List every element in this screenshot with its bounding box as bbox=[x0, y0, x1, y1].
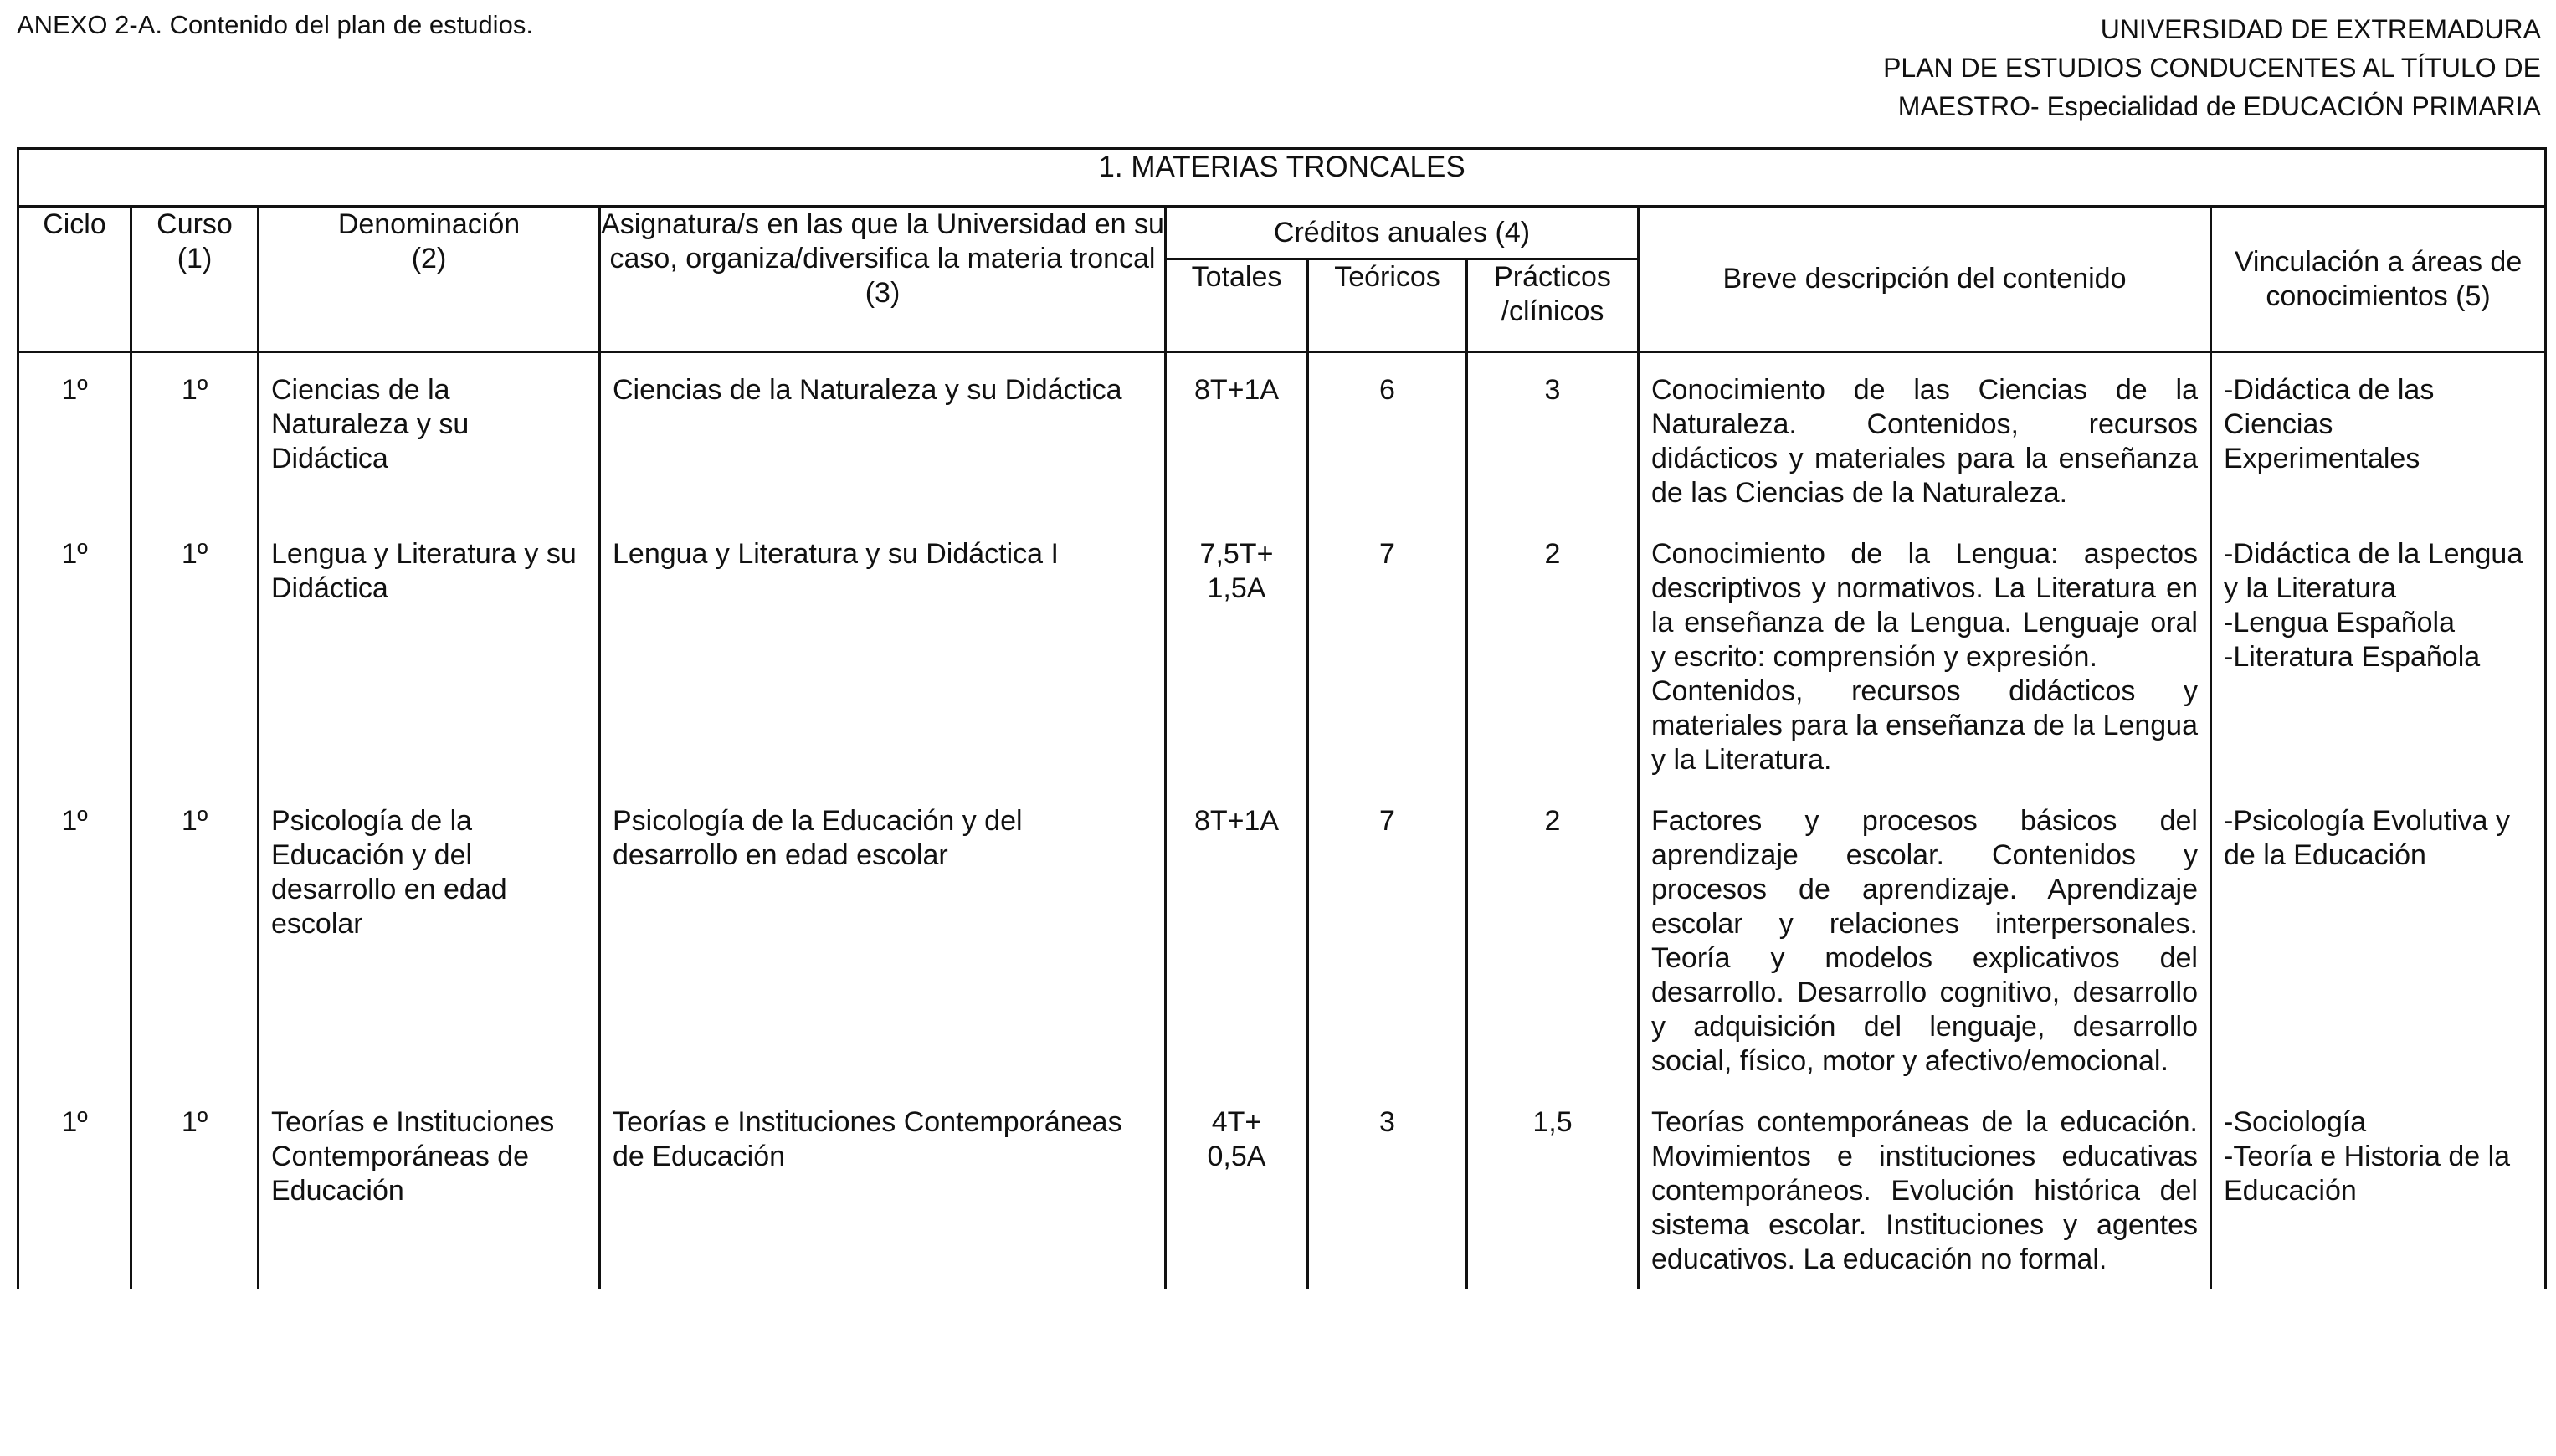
cell-practicos: 3 bbox=[1467, 352, 1639, 523]
cell-asignatura: Teorías e Instituciones Contemporáneas de Educación bbox=[600, 1090, 1166, 1289]
cell-ciclo: 1º bbox=[18, 1090, 131, 1289]
cell-vinculacion: -Sociología -Teoría e Historia de la Educación bbox=[2211, 1090, 2546, 1289]
table-row bbox=[18, 789, 2546, 1090]
cell-practicos: 2 bbox=[1467, 522, 1639, 789]
cell-teoricos: 6 bbox=[1308, 352, 1467, 523]
cell-ciclo: 1º bbox=[18, 522, 131, 789]
cell-asignatura: Ciencias de la Naturaleza y su Didáctica bbox=[600, 352, 1166, 523]
cell-teoricos: 3 bbox=[1308, 1090, 1467, 1289]
table-row bbox=[18, 522, 2546, 789]
col-vinculacion: Vinculación a áreas de conocimientos (5) bbox=[2211, 207, 2546, 352]
col-totales: Totales bbox=[1166, 259, 1308, 352]
cell-curso: 1º bbox=[131, 1090, 259, 1289]
cell-practicos: 2 bbox=[1467, 789, 1639, 1090]
cell-descripcion: Factores y procesos básicos del aprendizaje escolar. Contenidos y procesos de aprendizaje. Aprendizaje escolar y relaciones interpersonales. Teoría y modelos explicativos del desarrollo. Desarrollo cognitivo, desarrollo y adquisición del lenguaje, desarrollo social, físico, motor y afectivo/emocional. bbox=[1639, 789, 2211, 1090]
cell-practicos: 1,5 bbox=[1467, 1090, 1639, 1289]
cell-teoricos: 7 bbox=[1308, 522, 1467, 789]
cell-curso: 1º bbox=[131, 789, 259, 1090]
annex-label: ANEXO 2-A. Contenido del plan de estudios. bbox=[17, 10, 533, 39]
cell-ciclo: 1º bbox=[18, 352, 131, 523]
col-descripcion: Breve descripción del contenido bbox=[1639, 207, 2211, 352]
cell-denominacion: Teorías e Instituciones Contemporáneas de Educación bbox=[259, 1090, 600, 1289]
cell-totales: 8T+1A bbox=[1166, 352, 1308, 523]
table-row bbox=[18, 352, 2546, 523]
cell-vinculacion: -Psicología Evolutiva y de la Educación bbox=[2211, 789, 2546, 1090]
cell-asignatura: Psicología de la Educación y del desarrollo en edad escolar bbox=[600, 789, 1166, 1090]
cell-totales: 4T+ 0,5A bbox=[1166, 1090, 1308, 1289]
cell-denominacion: Psicología de la Educación y del desarrollo en edad escolar bbox=[259, 789, 600, 1090]
cell-totales: 8T+1A bbox=[1166, 789, 1308, 1090]
plan-title-line1: PLAN DE ESTUDIOS CONDUCENTES AL TÍTULO DE bbox=[1883, 53, 2541, 83]
cell-descripcion: Conocimiento de la Lengua: aspectos descriptivos y normativos. La Literatura en la enseñanza de la Lengua. Lenguaje oral y escrito: comprensión y expresión. Contenidos, recursos didácticos y materiales para la enseñanza de la Lengua y la Literatura. bbox=[1639, 522, 2211, 789]
cell-descripcion: Teorías contemporáneas de la educación. Movimientos e instituciones educativas contemporáneos. Evolución histórica del sistema escolar. Instituciones y agentes educativos. La educación no formal. bbox=[1639, 1090, 2211, 1289]
cell-vinculacion: -Didáctica de la Lengua y la Literatura -Lengua Española -Literatura Española bbox=[2211, 522, 2546, 789]
cell-ciclo: 1º bbox=[18, 789, 131, 1090]
col-asignatura: Asignatura/s en las que la Universidad en su caso, organiza/diversifica la materia troncal (3) bbox=[600, 207, 1166, 352]
cell-curso: 1º bbox=[131, 352, 259, 523]
col-denominacion: Denominación (2) bbox=[259, 207, 600, 352]
university-header bbox=[1883, 10, 2541, 126]
table-title: 1. MATERIAS TRONCALES bbox=[18, 149, 2546, 207]
col-curso: Curso (1) bbox=[131, 207, 259, 352]
cell-teoricos: 7 bbox=[1308, 789, 1467, 1090]
cell-totales: 7,5T+ 1,5A bbox=[1166, 522, 1308, 789]
cell-denominacion: Ciencias de la Naturaleza y su Didáctica bbox=[259, 352, 600, 523]
col-practicos: Prácticos /clínicos bbox=[1467, 259, 1639, 352]
col-creditos: Créditos anuales (4) bbox=[1166, 207, 1639, 259]
subjects-table bbox=[17, 147, 2547, 1289]
cell-curso: 1º bbox=[131, 522, 259, 789]
university-name: UNIVERSIDAD DE EXTREMADURA bbox=[2100, 14, 2541, 44]
cell-denominacion: Lengua y Literatura y su Didáctica bbox=[259, 522, 600, 789]
col-teoricos: Teóricos bbox=[1308, 259, 1467, 352]
table-row bbox=[18, 1090, 2546, 1289]
col-ciclo: Ciclo bbox=[18, 207, 131, 352]
cell-asignatura: Lengua y Literatura y su Didáctica I bbox=[600, 522, 1166, 789]
plan-title-line2: MAESTRO- Especialidad de EDUCACIÓN PRIMARIA bbox=[1897, 91, 2541, 121]
cell-vinculacion: -Didáctica de las Ciencias Experimentales bbox=[2211, 352, 2546, 523]
cell-descripcion: Conocimiento de las Ciencias de la Naturaleza. Contenidos, recursos didácticos y materiales para la enseñanza de las Ciencias de la Naturaleza. bbox=[1639, 352, 2211, 523]
